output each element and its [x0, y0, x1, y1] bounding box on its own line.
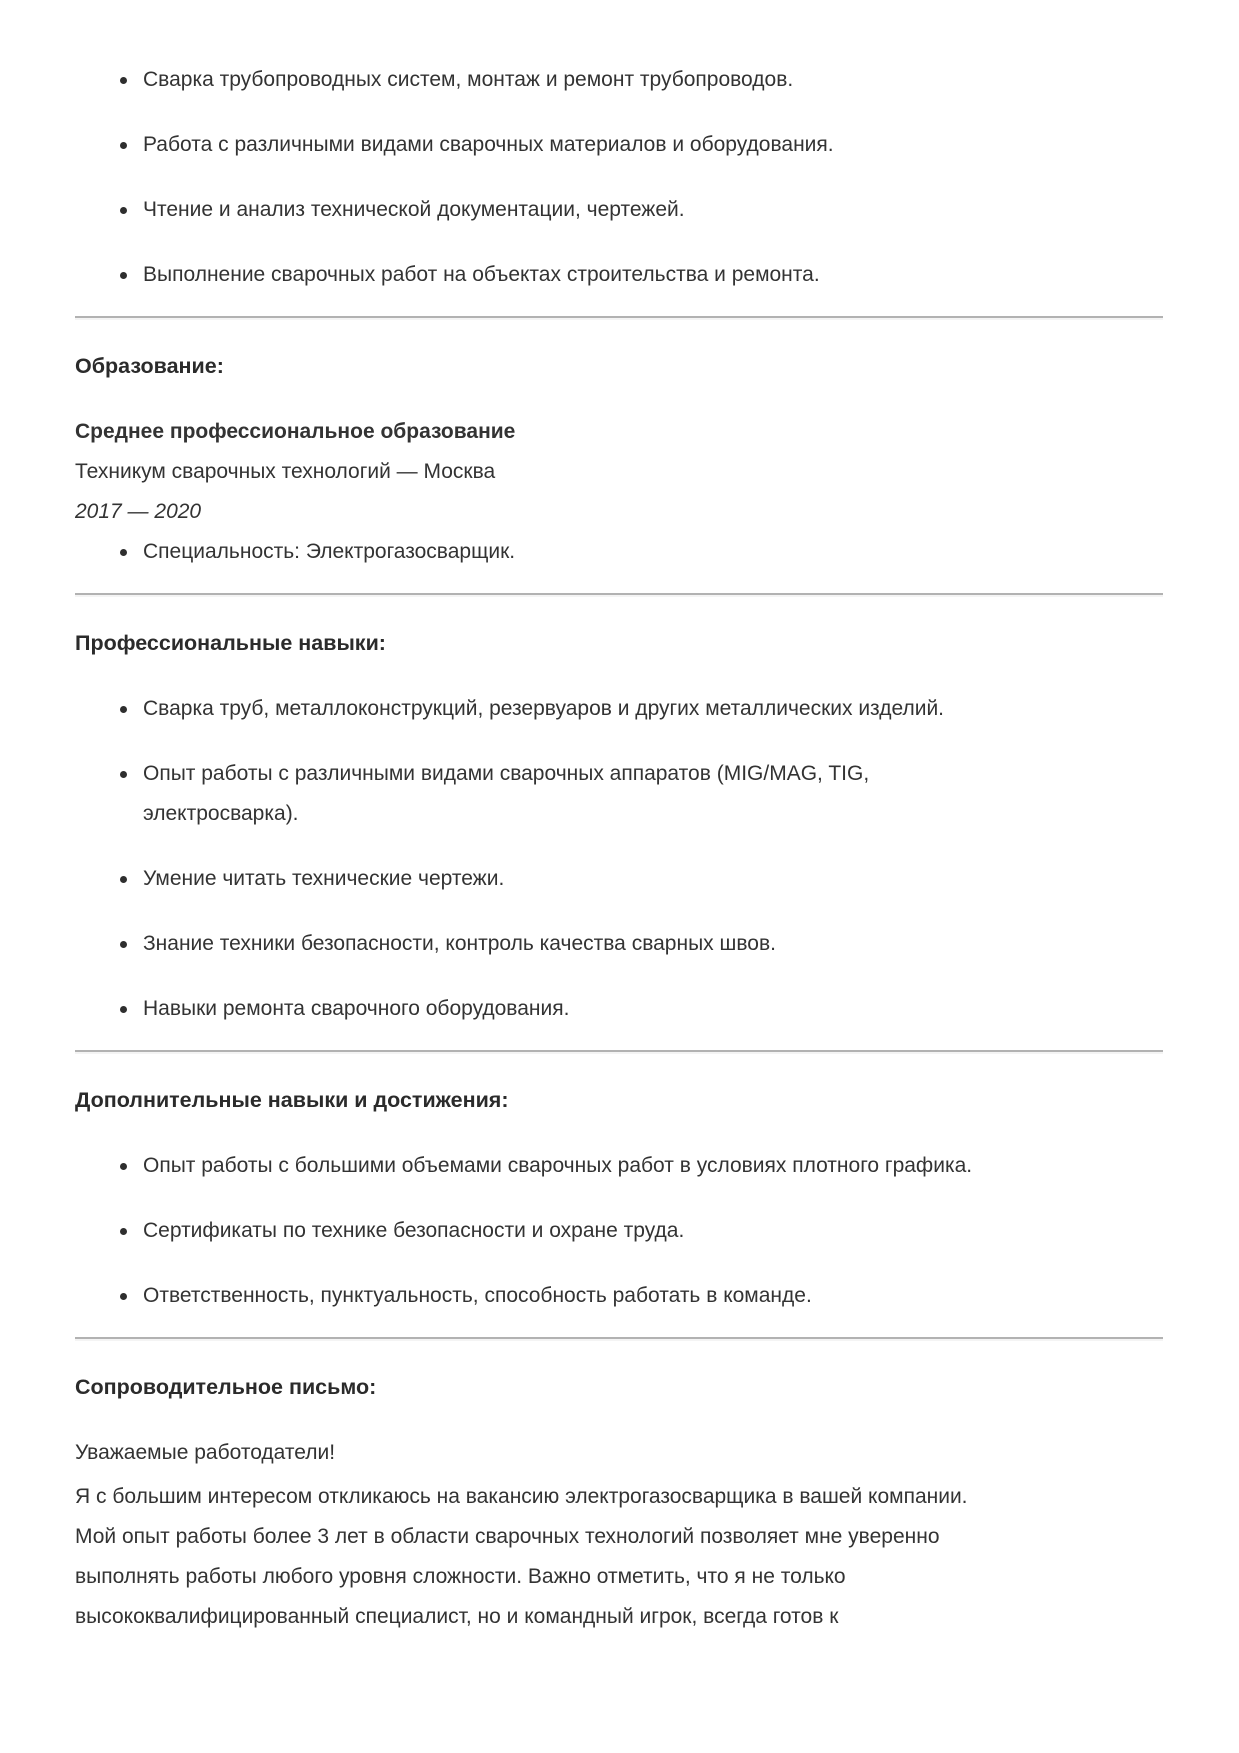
- cover-letter-salutation: Уважаемые работодатели!: [75, 1441, 336, 1464]
- additional-skills-list: [75, 1146, 1163, 1316]
- duty-text: Работа с различными видами сварочных материалов и оборудования.: [143, 133, 834, 156]
- duties-list: [75, 60, 1163, 295]
- professional-skills-heading: Профессиональные навыки:: [75, 631, 386, 655]
- cover-letter-paragraph: [75, 1477, 1163, 1637]
- skill-text: Умение читать технические чертежи.: [143, 867, 505, 890]
- additional-skill-item: [143, 1276, 1163, 1316]
- section-divider: [75, 316, 1163, 320]
- cover-letter-line: Я с большим интересом откликаюсь на вакансию электрогазосварщика в вашей компании.: [75, 1485, 968, 1508]
- professional-skills-list: [75, 689, 1163, 1029]
- duty-text: Выполнение сварочных работ на объектах строительства и ремонта.: [143, 263, 820, 286]
- additional-skill-text: Сертификаты по технике безопасности и охране труда.: [143, 1219, 685, 1242]
- duty-item: [143, 125, 1163, 165]
- cover-letter-line: выполнять работы любого уровня сложности. Важно отметить, что я не только: [75, 1565, 846, 1588]
- additional-skill-item: [143, 1146, 1163, 1186]
- education-heading: Образование:: [75, 354, 224, 378]
- skill-text: Навыки ремонта сварочного оборудования.: [143, 997, 570, 1020]
- skill-item: [143, 859, 1163, 899]
- education-block: [75, 412, 1163, 532]
- additional-skill-text: Опыт работы с большими объемами сварочных работ в условиях плотного графика.: [143, 1154, 973, 1177]
- section-divider: [75, 593, 1163, 597]
- section-divider: [75, 1050, 1163, 1054]
- additional-skills-heading: Дополнительные навыки и достижения:: [75, 1088, 509, 1112]
- skill-text-line: электросварка).: [143, 802, 299, 825]
- education-specialty-list: [75, 532, 1163, 572]
- duty-text: Чтение и анализ технической документации, чертежей.: [143, 198, 685, 221]
- skill-text: Сварка труб, металлоконструкций, резервуаров и других металлических изделий.: [143, 697, 945, 720]
- duty-item: [143, 255, 1163, 295]
- section-divider: [75, 1337, 1163, 1341]
- education-years: 2017 — 2020: [75, 500, 202, 523]
- education-institution: Техникум сварочных технологий — Москва: [75, 460, 496, 483]
- skill-item: [143, 924, 1163, 964]
- skill-item: [143, 754, 1163, 834]
- skill-item: [143, 989, 1163, 1029]
- duty-item: [143, 60, 1163, 100]
- specialty-item: [143, 532, 1163, 572]
- additional-skill-item: [143, 1211, 1163, 1251]
- cover-letter-line: высококвалифицированный специалист, но и командный игрок, всегда готов к: [75, 1605, 839, 1628]
- skill-item: [143, 689, 1163, 729]
- specialty-text: Специальность: Электрогазосварщик.: [143, 540, 516, 563]
- education-degree: Среднее профессиональное образование: [75, 420, 516, 443]
- duty-item: [143, 190, 1163, 230]
- cover-letter-heading: Сопроводительное письмо:: [75, 1375, 377, 1399]
- skill-text: Знание техники безопасности, контроль качества сварных швов.: [143, 932, 776, 955]
- additional-skill-text: Ответственность, пунктуальность, способность работать в команде.: [143, 1284, 812, 1307]
- cover-letter-line: Мой опыт работы более 3 лет в области сварочных технологий позволяет мне уверенно: [75, 1525, 940, 1548]
- duty-text: Сварка трубопроводных систем, монтаж и ремонт трубопроводов.: [143, 68, 794, 91]
- skill-text-line: Опыт работы с различными видами сварочных аппаратов (MIG/MAG, TIG,: [143, 762, 870, 785]
